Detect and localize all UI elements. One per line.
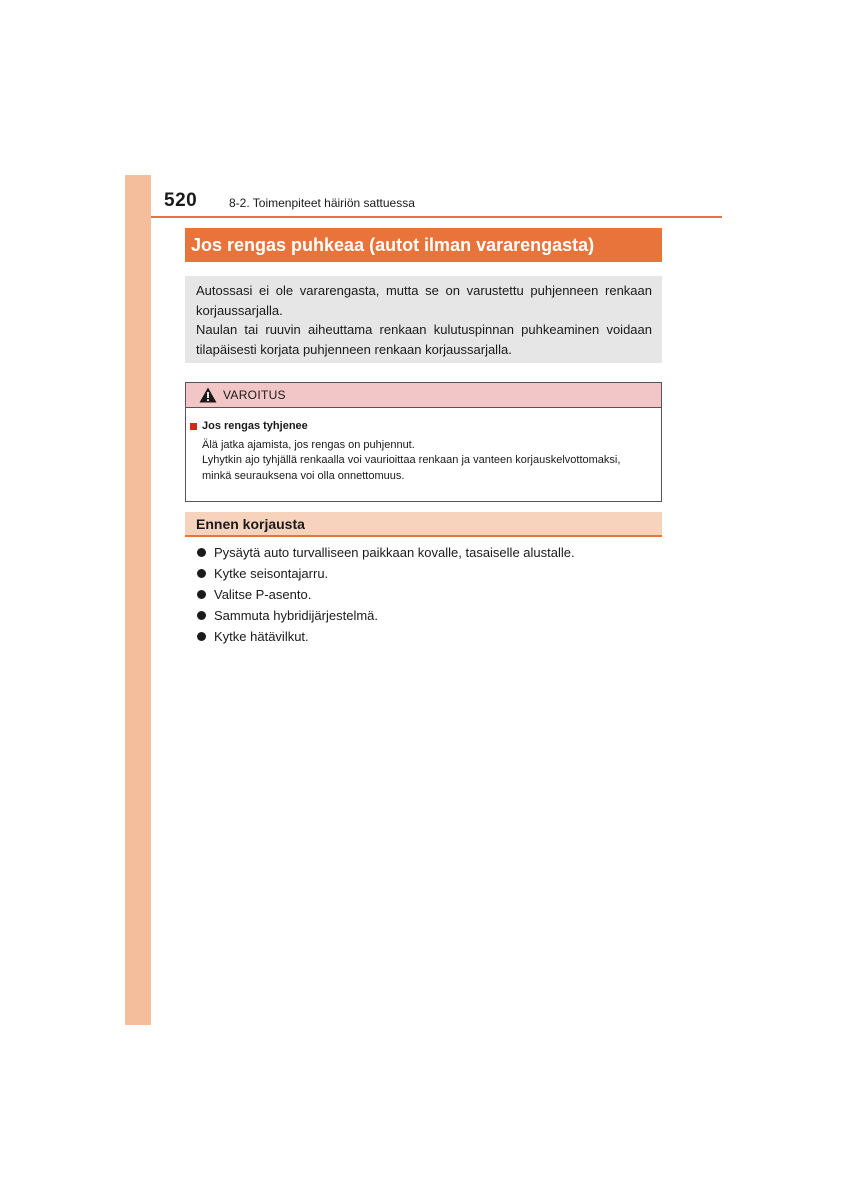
list-item — [197, 563, 575, 584]
side-tab-strip — [125, 175, 151, 1025]
intro-box — [185, 276, 662, 363]
warning-heading-text: Jos rengas tyhjenee — [202, 420, 308, 432]
warning-title: VAROITUS — [223, 388, 286, 402]
list-item — [197, 605, 575, 626]
list-item — [197, 626, 575, 647]
list-item-text: Pysäytä auto turvalliseen paikkaan kovalle, tasaiselle alustalle. — [214, 545, 575, 560]
bullet-icon — [197, 569, 206, 578]
warning-line-1: Älä jatka ajamista, jos rengas on puhjennut. — [202, 438, 415, 451]
list-item — [197, 584, 575, 605]
warning-line-2: Lyhytkin ajo tyhjällä renkaalla voi vaurioittaa renkaan ja vanteen korjauskelvottomaksi, minkä seurauksena voi olla onnettomuus. — [202, 454, 621, 482]
page-title: Jos rengas puhkeaa (autot ilman vararengasta) — [191, 235, 595, 255]
intro-paragraph-2: Naulan tai ruuvin aiheuttama renkaan kulutuspinnan puhkeaminen voidaan tilapäisesti korjata puhjenneen renkaan korjaussarjalla. — [196, 322, 652, 357]
intro-paragraph-1: Autossasi ei ole vararengasta, mutta se on varustettu puhjenneen renkaan korjaussarjalla. — [196, 283, 652, 318]
warning-box — [185, 382, 662, 502]
page-number: 520 — [164, 190, 198, 211]
bullet-list — [197, 542, 575, 647]
bullet-icon — [197, 632, 206, 641]
bullet-icon — [197, 590, 206, 599]
list-item-text: Kytke seisontajarru. — [214, 566, 329, 581]
warning-header — [186, 383, 661, 408]
list-item-text: Valitse P-asento. — [214, 587, 312, 602]
page-title-bar — [185, 228, 662, 262]
list-item — [197, 542, 575, 563]
section-heading-bar — [185, 512, 662, 537]
bullet-icon — [197, 611, 206, 620]
warning-heading — [190, 419, 651, 435]
warning-triangle-icon — [199, 387, 217, 403]
section-reference: 8-2. Toimenpiteet häiriön sattuessa — [229, 196, 415, 210]
bullet-icon — [197, 548, 206, 557]
list-item-text: Kytke hätävilkut. — [214, 629, 309, 644]
warning-body — [186, 408, 661, 484]
red-square-marker-icon — [190, 423, 197, 430]
section-heading: Ennen korjausta — [196, 516, 305, 532]
list-item-text: Sammuta hybridijärjestelmä. — [214, 608, 379, 623]
header-divider — [151, 216, 722, 218]
